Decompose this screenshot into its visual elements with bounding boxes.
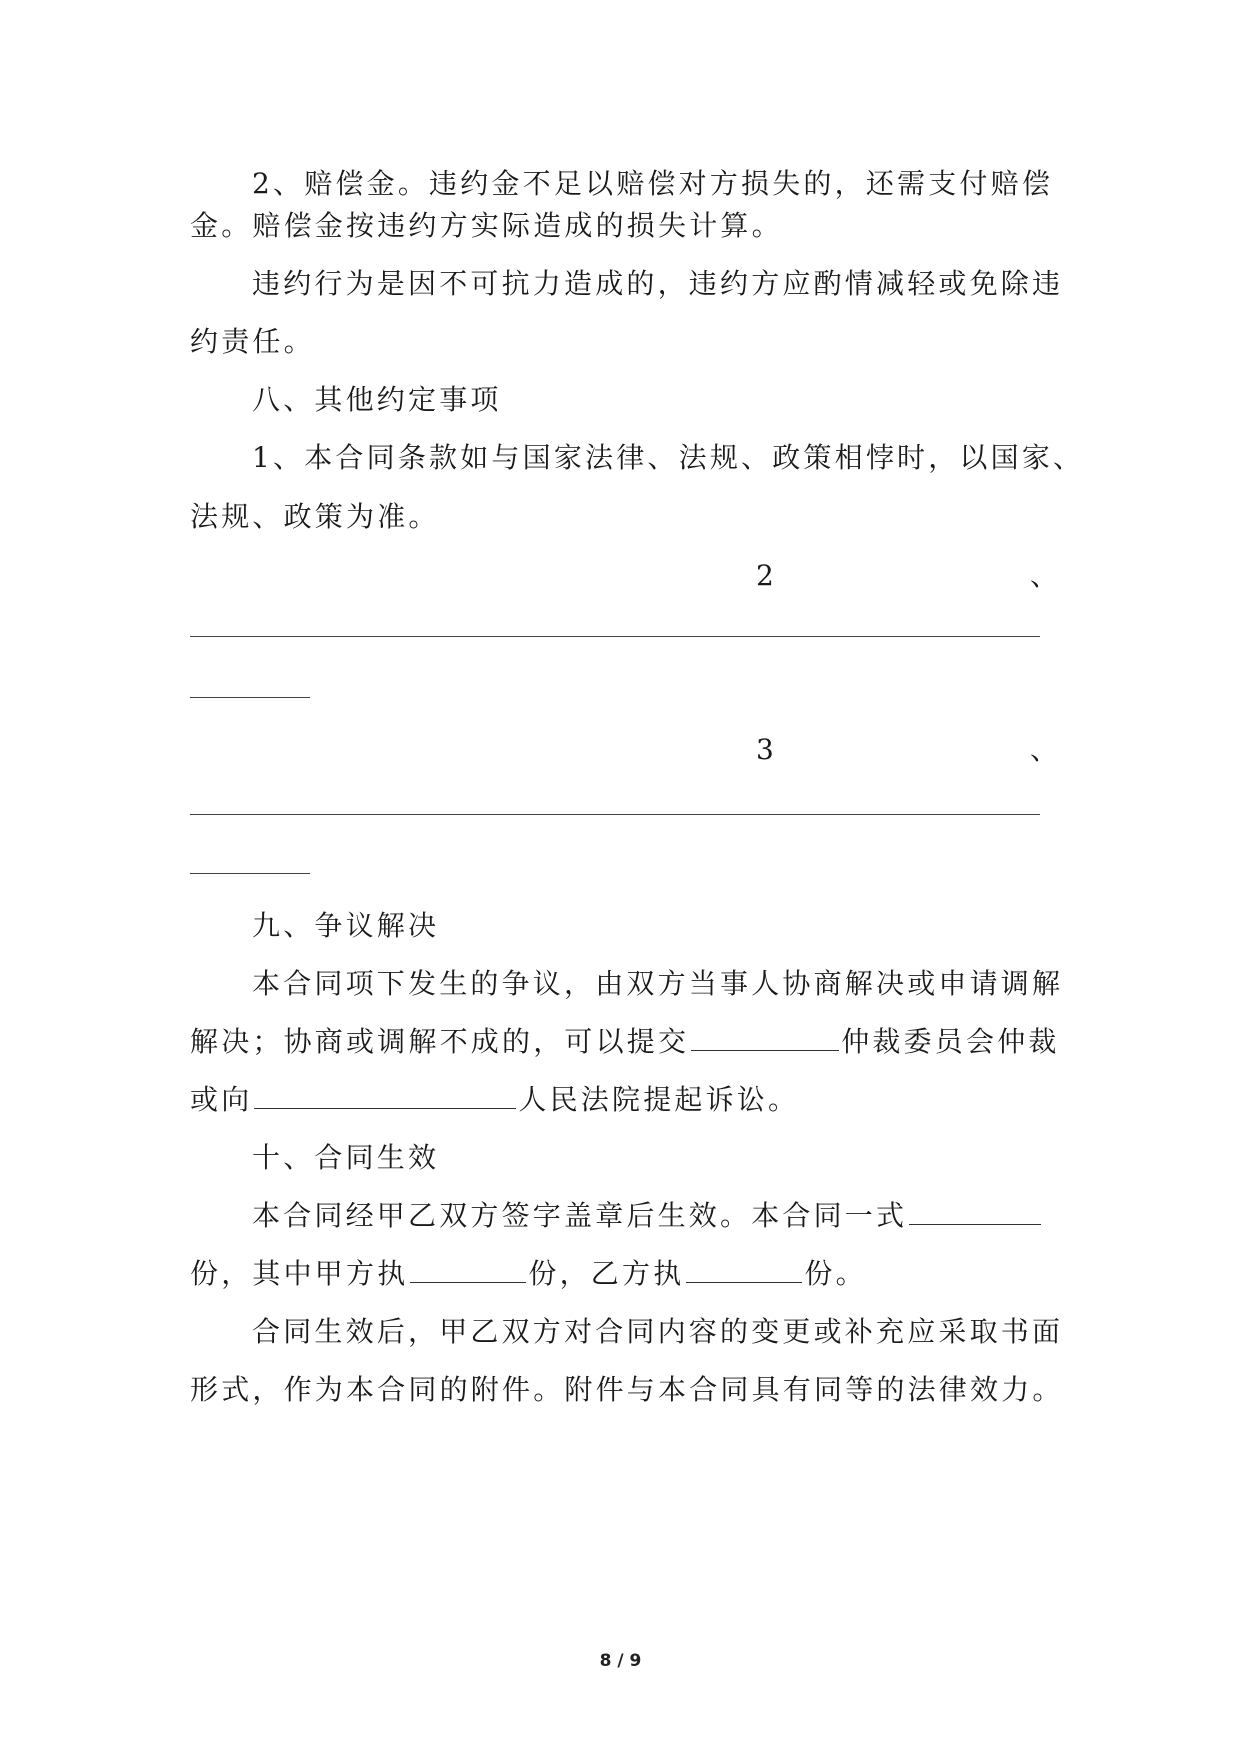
paragraph-line: 形式，作为本合同的附件。附件与本合同具有同等的法律效力。 — [190, 1373, 1064, 1406]
party-b-copies-blank[interactable] — [686, 1256, 802, 1283]
paragraph-text: 人民法院提起诉讼。 — [518, 1083, 800, 1116]
paragraph-line: 法规、政策为准。 — [190, 500, 440, 533]
item-number: 2 — [756, 559, 774, 592]
paragraph-text: 份。 — [804, 1257, 867, 1290]
paragraph-line: 违约行为是因不可抗力造成的，违约方应酌情减轻或免除违 — [252, 267, 1064, 300]
paragraph-text: 或向 — [190, 1083, 253, 1116]
section-heading: 九、争议解决 — [252, 909, 440, 942]
fill-blank-line[interactable] — [190, 873, 310, 874]
section-heading: 十、合同生效 — [252, 1141, 440, 1174]
arbitration-commission-blank[interactable] — [691, 1024, 839, 1051]
item-number: 3 — [756, 733, 774, 766]
paragraph-line: 金。赔偿金按违约方实际造成的损失计算。 — [190, 209, 783, 242]
paragraph-text: 本合同经甲乙双方签字盖章后生效。本合同一式 — [252, 1199, 908, 1232]
paragraph-line: 约责任。 — [190, 325, 315, 358]
paragraph-line: 2、赔偿金。违约金不足以赔偿对方损失的，还需支付赔偿 — [252, 167, 1054, 200]
party-a-copies-blank[interactable] — [410, 1256, 526, 1283]
fill-blank-line[interactable] — [190, 697, 310, 698]
item-separator: 、 — [1030, 559, 1059, 592]
item-separator: 、 — [1030, 733, 1059, 766]
paragraph-line — [190, 1254, 1060, 1294]
page-number: 8 / 9 — [599, 1651, 642, 1671]
copies-total-blank[interactable] — [909, 1198, 1041, 1225]
court-name-blank[interactable] — [254, 1082, 516, 1109]
fill-blank-line[interactable] — [190, 636, 1040, 637]
paragraph-text: 解决；协商或调解不成的，可以提交 — [190, 1025, 690, 1058]
paragraph-line — [190, 1022, 1060, 1062]
paragraph-line — [190, 1196, 1122, 1236]
section-heading: 八、其他约定事项 — [252, 383, 502, 416]
paragraph-line: 本合同项下发生的争议，由双方当事人协商解决或申请调解 — [252, 967, 1064, 1000]
paragraph-line — [190, 1080, 1060, 1120]
paragraph-text: 份，其中甲方执 — [190, 1257, 409, 1290]
paragraph-line: 合同生效后，甲乙双方对合同内容的变更或补充应采取书面 — [252, 1315, 1064, 1348]
paragraph-line: 1、本合同条款如与国家法律、法规、政策相悖时，以国家、 — [252, 441, 1085, 474]
paragraph-text: 份，乙方执 — [528, 1257, 685, 1290]
fill-blank-line[interactable] — [190, 814, 1040, 815]
paragraph-text: 仲裁委员会仲裁 — [841, 1025, 1060, 1058]
